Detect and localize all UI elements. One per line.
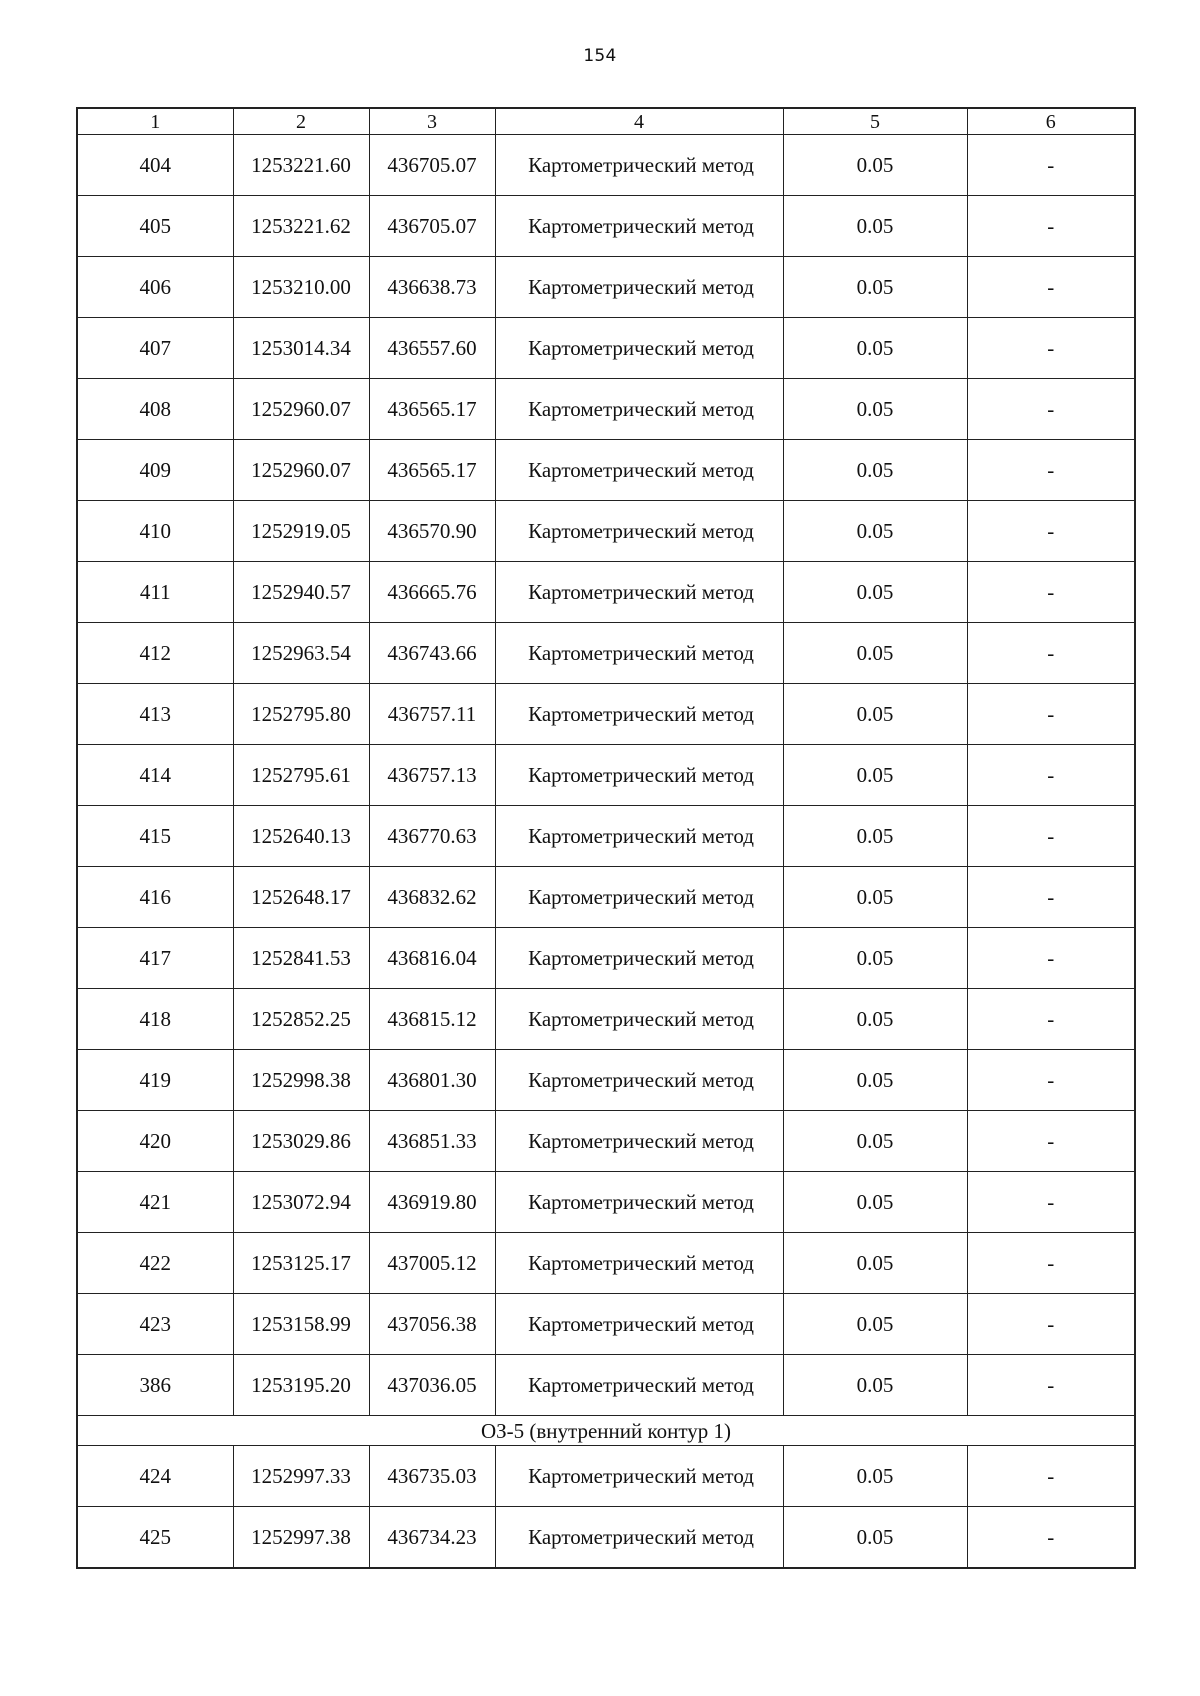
x-coordinate-cell: 1252940.57 xyxy=(233,562,369,623)
note-cell: - xyxy=(967,1355,1135,1416)
method-cell: Картометрический метод xyxy=(495,867,783,928)
note-cell: - xyxy=(967,867,1135,928)
table-row xyxy=(77,867,1135,928)
y-coordinate-cell: 436565.17 xyxy=(369,440,495,501)
accuracy-cell: 0.05 xyxy=(783,867,967,928)
point-number-cell: 409 xyxy=(77,440,233,501)
accuracy-cell: 0.05 xyxy=(783,257,967,318)
note-cell: - xyxy=(967,1233,1135,1294)
x-coordinate-cell: 1252960.07 xyxy=(233,379,369,440)
y-coordinate-cell: 436638.73 xyxy=(369,257,495,318)
y-coordinate-cell: 436851.33 xyxy=(369,1111,495,1172)
accuracy-cell: 0.05 xyxy=(783,623,967,684)
y-coordinate-cell: 437056.38 xyxy=(369,1294,495,1355)
accuracy-cell: 0.05 xyxy=(783,440,967,501)
accuracy-cell: 0.05 xyxy=(783,196,967,257)
x-coordinate-cell: 1252998.38 xyxy=(233,1050,369,1111)
table-row xyxy=(77,684,1135,745)
note-cell: - xyxy=(967,1172,1135,1233)
point-number-cell: 416 xyxy=(77,867,233,928)
point-number-cell: 412 xyxy=(77,623,233,684)
column-header: 1 xyxy=(77,108,233,135)
x-coordinate-cell: 1252640.13 xyxy=(233,806,369,867)
note-cell: - xyxy=(967,928,1135,989)
column-header: 5 xyxy=(783,108,967,135)
table-header-row xyxy=(77,108,1135,135)
y-coordinate-cell: 436743.66 xyxy=(369,623,495,684)
accuracy-cell: 0.05 xyxy=(783,1172,967,1233)
accuracy-cell: 0.05 xyxy=(783,928,967,989)
table-body xyxy=(77,108,1135,1568)
y-coordinate-cell: 436735.03 xyxy=(369,1446,495,1507)
accuracy-cell: 0.05 xyxy=(783,1507,967,1569)
point-number-cell: 415 xyxy=(77,806,233,867)
accuracy-cell: 0.05 xyxy=(783,684,967,745)
point-number-cell: 410 xyxy=(77,501,233,562)
method-cell: Картометрический метод xyxy=(495,1172,783,1233)
note-cell: - xyxy=(967,1446,1135,1507)
method-cell: Картометрический метод xyxy=(495,135,783,196)
point-number-cell: 406 xyxy=(77,257,233,318)
table-row xyxy=(77,135,1135,196)
y-coordinate-cell: 436570.90 xyxy=(369,501,495,562)
table-row xyxy=(77,1507,1135,1569)
note-cell: - xyxy=(967,1050,1135,1111)
x-coordinate-cell: 1252795.80 xyxy=(233,684,369,745)
method-cell: Картометрический метод xyxy=(495,1294,783,1355)
method-cell: Картометрический метод xyxy=(495,684,783,745)
method-cell: Картометрический метод xyxy=(495,440,783,501)
method-cell: Картометрический метод xyxy=(495,257,783,318)
column-header: 6 xyxy=(967,108,1135,135)
note-cell: - xyxy=(967,989,1135,1050)
method-cell: Картометрический метод xyxy=(495,1111,783,1172)
table-row xyxy=(77,1294,1135,1355)
point-number-cell: 413 xyxy=(77,684,233,745)
table-row xyxy=(77,1233,1135,1294)
method-cell: Картометрический метод xyxy=(495,1050,783,1111)
method-cell: Картометрический метод xyxy=(495,501,783,562)
note-cell: - xyxy=(967,806,1135,867)
point-number-cell: 422 xyxy=(77,1233,233,1294)
x-coordinate-cell: 1252648.17 xyxy=(233,867,369,928)
y-coordinate-cell: 436832.62 xyxy=(369,867,495,928)
accuracy-cell: 0.05 xyxy=(783,1050,967,1111)
point-number-cell: 408 xyxy=(77,379,233,440)
x-coordinate-cell: 1252960.07 xyxy=(233,440,369,501)
table-row xyxy=(77,1111,1135,1172)
y-coordinate-cell: 436770.63 xyxy=(369,806,495,867)
x-coordinate-cell: 1252852.25 xyxy=(233,989,369,1050)
note-cell: - xyxy=(967,1507,1135,1569)
note-cell: - xyxy=(967,257,1135,318)
point-number-cell: 423 xyxy=(77,1294,233,1355)
x-coordinate-cell: 1253195.20 xyxy=(233,1355,369,1416)
accuracy-cell: 0.05 xyxy=(783,1294,967,1355)
y-coordinate-cell: 436557.60 xyxy=(369,318,495,379)
table-row xyxy=(77,623,1135,684)
point-number-cell: 414 xyxy=(77,745,233,806)
accuracy-cell: 0.05 xyxy=(783,318,967,379)
x-coordinate-cell: 1253125.17 xyxy=(233,1233,369,1294)
method-cell: Картометрический метод xyxy=(495,562,783,623)
column-header: 4 xyxy=(495,108,783,135)
point-number-cell: 424 xyxy=(77,1446,233,1507)
accuracy-cell: 0.05 xyxy=(783,501,967,562)
note-cell: - xyxy=(967,440,1135,501)
table-row xyxy=(77,1446,1135,1507)
note-cell: - xyxy=(967,501,1135,562)
x-coordinate-cell: 1252919.05 xyxy=(233,501,369,562)
x-coordinate-cell: 1253221.60 xyxy=(233,135,369,196)
y-coordinate-cell: 436757.11 xyxy=(369,684,495,745)
accuracy-cell: 0.05 xyxy=(783,989,967,1050)
x-coordinate-cell: 1252841.53 xyxy=(233,928,369,989)
method-cell: Картометрический метод xyxy=(495,623,783,684)
method-cell: Картометрический метод xyxy=(495,928,783,989)
x-coordinate-cell: 1252997.33 xyxy=(233,1446,369,1507)
x-coordinate-cell: 1253210.00 xyxy=(233,257,369,318)
column-header: 2 xyxy=(233,108,369,135)
x-coordinate-cell: 1253221.62 xyxy=(233,196,369,257)
method-cell: Картометрический метод xyxy=(495,806,783,867)
y-coordinate-cell: 436734.23 xyxy=(369,1507,495,1569)
y-coordinate-cell: 436757.13 xyxy=(369,745,495,806)
x-coordinate-cell: 1253158.99 xyxy=(233,1294,369,1355)
y-coordinate-cell: 436665.76 xyxy=(369,562,495,623)
note-cell: - xyxy=(967,318,1135,379)
note-cell: - xyxy=(967,1111,1135,1172)
section-title: ОЗ-5 (внутренний контур 1) xyxy=(77,1416,1135,1446)
coordinates-table xyxy=(76,107,1136,1569)
note-cell: - xyxy=(967,196,1135,257)
table-row xyxy=(77,501,1135,562)
note-cell: - xyxy=(967,745,1135,806)
point-number-cell: 425 xyxy=(77,1507,233,1569)
x-coordinate-cell: 1252963.54 xyxy=(233,623,369,684)
x-coordinate-cell: 1252997.38 xyxy=(233,1507,369,1569)
accuracy-cell: 0.05 xyxy=(783,745,967,806)
method-cell: Картометрический метод xyxy=(495,379,783,440)
x-coordinate-cell: 1253072.94 xyxy=(233,1172,369,1233)
y-coordinate-cell: 436919.80 xyxy=(369,1172,495,1233)
accuracy-cell: 0.05 xyxy=(783,1233,967,1294)
point-number-cell: 417 xyxy=(77,928,233,989)
table-row xyxy=(77,1050,1135,1111)
column-header: 3 xyxy=(369,108,495,135)
table-row xyxy=(77,989,1135,1050)
method-cell: Картометрический метод xyxy=(495,1233,783,1294)
x-coordinate-cell: 1253029.86 xyxy=(233,1111,369,1172)
point-number-cell: 418 xyxy=(77,989,233,1050)
y-coordinate-cell: 437036.05 xyxy=(369,1355,495,1416)
point-number-cell: 386 xyxy=(77,1355,233,1416)
note-cell: - xyxy=(967,135,1135,196)
y-coordinate-cell: 436705.07 xyxy=(369,196,495,257)
point-number-cell: 405 xyxy=(77,196,233,257)
x-coordinate-cell: 1253014.34 xyxy=(233,318,369,379)
note-cell: - xyxy=(967,623,1135,684)
y-coordinate-cell: 436801.30 xyxy=(369,1050,495,1111)
point-number-cell: 411 xyxy=(77,562,233,623)
point-number-cell: 419 xyxy=(77,1050,233,1111)
accuracy-cell: 0.05 xyxy=(783,379,967,440)
table-row xyxy=(77,1355,1135,1416)
accuracy-cell: 0.05 xyxy=(783,1446,967,1507)
point-number-cell: 421 xyxy=(77,1172,233,1233)
accuracy-cell: 0.05 xyxy=(783,1111,967,1172)
note-cell: - xyxy=(967,1294,1135,1355)
x-coordinate-cell: 1252795.61 xyxy=(233,745,369,806)
y-coordinate-cell: 436816.04 xyxy=(369,928,495,989)
table-row xyxy=(77,379,1135,440)
y-coordinate-cell: 436815.12 xyxy=(369,989,495,1050)
table-row xyxy=(77,318,1135,379)
table-row xyxy=(77,257,1135,318)
point-number-cell: 407 xyxy=(77,318,233,379)
table-row xyxy=(77,928,1135,989)
accuracy-cell: 0.05 xyxy=(783,135,967,196)
method-cell: Картометрический метод xyxy=(495,318,783,379)
y-coordinate-cell: 436565.17 xyxy=(369,379,495,440)
note-cell: - xyxy=(967,379,1135,440)
method-cell: Картометрический метод xyxy=(495,745,783,806)
table-row xyxy=(77,806,1135,867)
page-number: 154 xyxy=(583,46,617,66)
method-cell: Картометрический метод xyxy=(495,196,783,257)
method-cell: Картометрический метод xyxy=(495,1355,783,1416)
method-cell: Картометрический метод xyxy=(495,1507,783,1569)
point-number-cell: 420 xyxy=(77,1111,233,1172)
accuracy-cell: 0.05 xyxy=(783,806,967,867)
table-row xyxy=(77,562,1135,623)
table-row xyxy=(77,1172,1135,1233)
section-title-row xyxy=(77,1416,1135,1446)
table-row xyxy=(77,745,1135,806)
y-coordinate-cell: 437005.12 xyxy=(369,1233,495,1294)
table-row xyxy=(77,196,1135,257)
method-cell: Картометрический метод xyxy=(495,1446,783,1507)
accuracy-cell: 0.05 xyxy=(783,1355,967,1416)
note-cell: - xyxy=(967,562,1135,623)
y-coordinate-cell: 436705.07 xyxy=(369,135,495,196)
point-number-cell: 404 xyxy=(77,135,233,196)
method-cell: Картометрический метод xyxy=(495,989,783,1050)
note-cell: - xyxy=(967,684,1135,745)
accuracy-cell: 0.05 xyxy=(783,562,967,623)
table-row xyxy=(77,440,1135,501)
